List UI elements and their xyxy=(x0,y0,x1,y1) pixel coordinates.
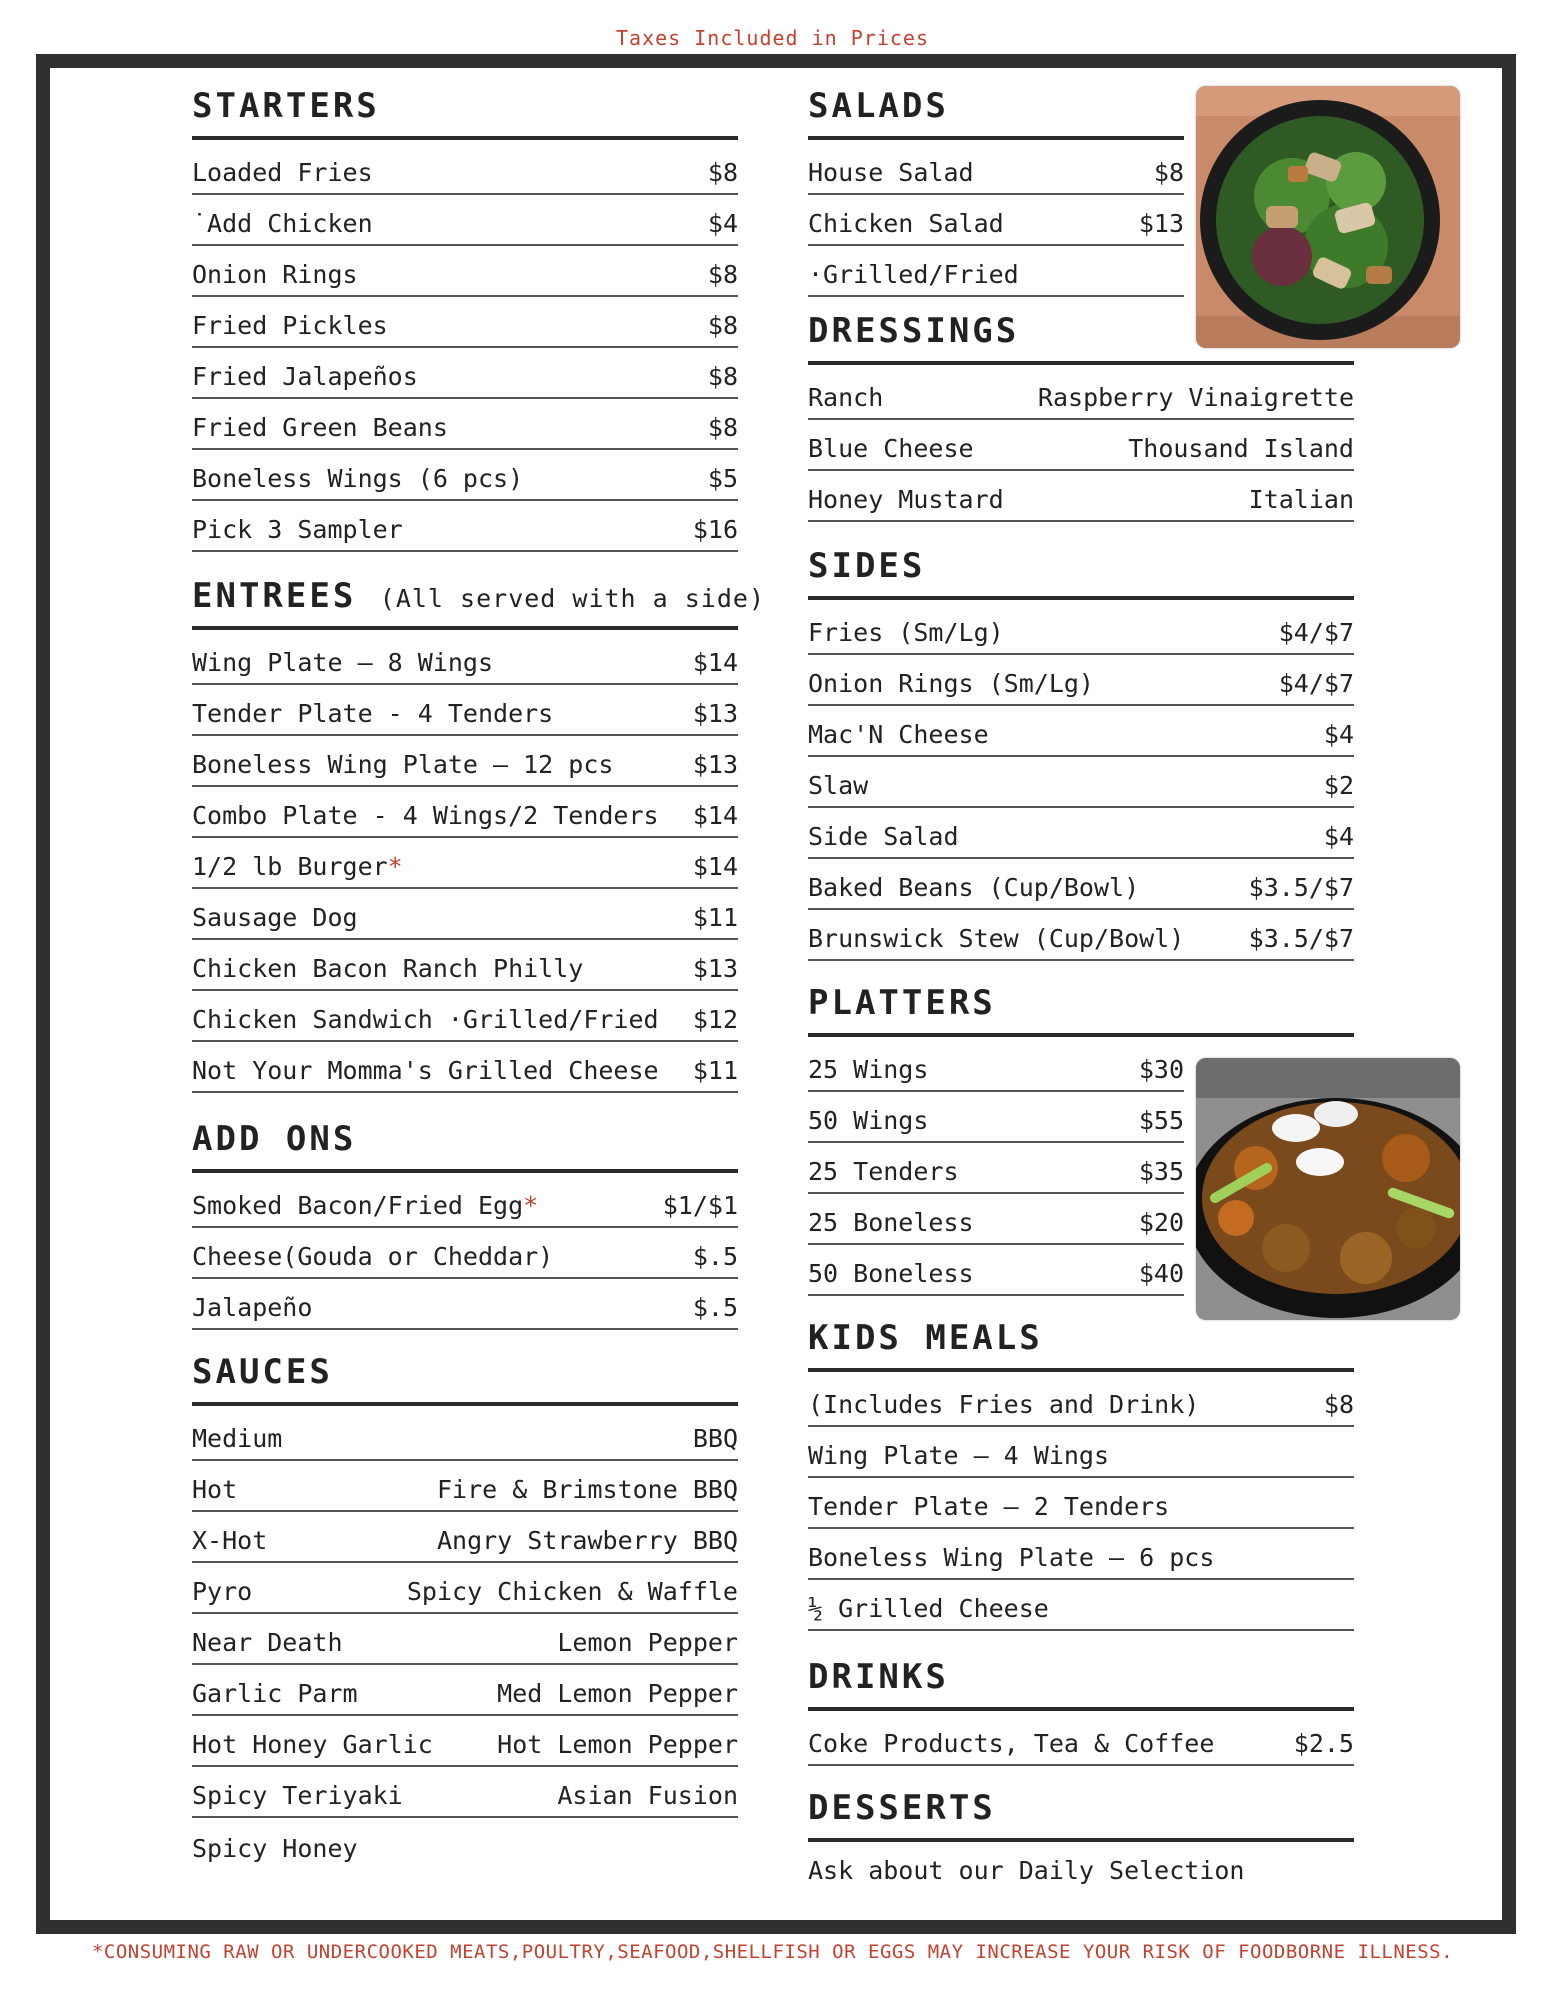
kids-meal-item-name: (Includes Fries and Drink) xyxy=(808,1390,1200,1419)
platter-item-name: 25 Boneless xyxy=(808,1208,974,1237)
kids-meal-item-name-wrap xyxy=(808,1492,1169,1521)
entree-item xyxy=(192,1042,738,1093)
drink-item-price: $2.5 xyxy=(1293,1729,1354,1758)
side-item-name: Onion Rings (Sm/Lg) xyxy=(808,669,1094,698)
kids-meal-item xyxy=(808,1478,1354,1529)
sauce-item xyxy=(192,1461,738,1512)
sauce-right: Angry Strawberry BBQ xyxy=(436,1526,738,1555)
entree-item-price: $12 xyxy=(692,1005,738,1034)
side-item-name: Side Salad xyxy=(808,822,959,851)
starter-item-price: $8 xyxy=(707,260,738,289)
starter-item-name-wrap xyxy=(192,209,373,238)
desserts-note: Ask about our Daily Selection xyxy=(808,1856,1245,1885)
entree-item-price: $13 xyxy=(692,699,738,728)
kids-meal-item-name: Tender Plate – 2 Tenders xyxy=(808,1492,1170,1521)
entree-item-name: 1/2 lb Burger xyxy=(192,852,388,881)
entree-item xyxy=(192,991,738,1042)
side-item-name: Baked Beans (Cup/Bowl) xyxy=(808,873,1140,902)
sauce-left: Garlic Parm xyxy=(192,1679,358,1708)
entree-item xyxy=(192,940,738,991)
starter-item-name-wrap xyxy=(192,413,448,442)
starter-item xyxy=(192,246,738,297)
entree-item-name-wrap xyxy=(192,1005,659,1034)
side-item-name: Brunswick Stew (Cup/Bowl) xyxy=(808,924,1185,953)
starter-item-name-wrap xyxy=(192,362,418,391)
entree-item-name: Boneless Wing Plate – 12 pcs xyxy=(192,750,614,779)
dressing-left: Honey Mustard xyxy=(808,485,1004,514)
sauce-left: Hot xyxy=(192,1475,238,1504)
side-item-price: $3.5/$7 xyxy=(1248,924,1354,953)
dressing-right: Italian xyxy=(1248,485,1354,514)
dressing-item xyxy=(808,471,1354,522)
entree-item-price: $11 xyxy=(692,903,738,932)
platter-item xyxy=(808,1245,1184,1296)
side-item-name-wrap xyxy=(808,720,989,749)
drinks-heading: DRINKS xyxy=(808,1657,1354,1711)
starter-item-price: $8 xyxy=(707,362,738,391)
desserts-section xyxy=(808,1788,1354,1885)
salad-image xyxy=(1196,86,1460,348)
right-column xyxy=(808,86,1354,1885)
kids-meal-item-name-wrap xyxy=(808,1390,1199,1419)
entree-item-name: Wing Plate – 8 Wings xyxy=(192,648,494,677)
starter-item-name-wrap xyxy=(192,515,403,544)
starters-heading: STARTERS xyxy=(192,86,738,140)
add-on-item-price: $.5 xyxy=(692,1242,738,1271)
entree-item-name-wrap xyxy=(192,1056,659,1085)
entrees-subtitle: (All served with a side) xyxy=(379,584,766,613)
starter-item-price: $16 xyxy=(692,515,738,544)
platter-item-name: 50 Boneless xyxy=(808,1259,974,1288)
dressing-right: Thousand Island xyxy=(1128,434,1354,463)
starter-item-price: $8 xyxy=(707,158,738,187)
platter-item-name: 25 Tenders xyxy=(808,1157,959,1186)
wings-platter-photo xyxy=(1196,1058,1460,1320)
entrees-title: ENTREES xyxy=(192,576,357,616)
starters-section xyxy=(192,86,738,552)
taxes-note: Taxes Included in Prices xyxy=(616,26,929,50)
salad-item-name: ·Grilled/Fried xyxy=(808,260,1019,289)
sauce-left: Medium xyxy=(192,1424,283,1453)
kids-meals-heading: KIDS MEALS xyxy=(808,1318,1354,1372)
desserts-heading: DESSERTS xyxy=(808,1788,1354,1842)
sauces-heading: SAUCES xyxy=(192,1352,738,1406)
sauce-left: Pyro xyxy=(192,1577,253,1606)
side-item-name: Mac'N Cheese xyxy=(808,720,989,749)
starter-item-price: $4 xyxy=(707,209,738,238)
side-item xyxy=(808,808,1354,859)
platter-item-price: $20 xyxy=(1138,1208,1184,1237)
starter-item-price: $5 xyxy=(707,464,738,493)
platter-item-price: $30 xyxy=(1138,1055,1184,1084)
salad-item-name-wrap xyxy=(808,260,1019,289)
drink-item-name-wrap xyxy=(808,1729,1214,1758)
starter-item xyxy=(192,450,738,501)
starter-item-name-wrap xyxy=(192,260,358,289)
dressings-heading: DRESSINGS xyxy=(808,311,1354,365)
side-item-price: $2 xyxy=(1323,771,1354,800)
platter-item-name: 50 Wings xyxy=(808,1106,929,1135)
wings-platter-image xyxy=(1196,1058,1460,1320)
kids-meal-item xyxy=(808,1376,1354,1427)
entree-item xyxy=(192,634,738,685)
left-column xyxy=(192,86,766,1869)
platter-item-name-wrap xyxy=(808,1106,928,1135)
starter-item-name: Boneless Wings (6 pcs) xyxy=(192,464,524,493)
kids-meal-item-name: Boneless Wing Plate – 6 pcs xyxy=(808,1543,1215,1572)
entree-item-price: $14 xyxy=(692,852,738,881)
kids-meal-item-price: $8 xyxy=(1323,1390,1354,1419)
drink-item-name: Coke Products, Tea & Coffee xyxy=(808,1729,1215,1758)
dressing-left: Ranch xyxy=(808,383,884,412)
entree-item-price: $14 xyxy=(692,801,738,830)
salad-item xyxy=(808,195,1184,246)
add-on-item xyxy=(192,1228,738,1279)
platter-item-name-wrap xyxy=(808,1259,974,1288)
starter-item-name-wrap xyxy=(192,158,373,187)
kids-meal-item xyxy=(808,1580,1354,1631)
kids-meal-item-name-wrap xyxy=(808,1594,1049,1623)
add-on-item-name: Jalapeño xyxy=(192,1293,313,1322)
platter-item-name: 25 Wings xyxy=(808,1055,929,1084)
dressing-item xyxy=(808,369,1354,420)
salad-item-name: Chicken Salad xyxy=(808,209,1004,238)
sauce-right: Spicy Chicken & Waffle xyxy=(406,1577,738,1606)
starter-item-price: $8 xyxy=(707,311,738,340)
kids-meal-item-name: Wing Plate – 4 Wings xyxy=(808,1441,1110,1470)
salad-item-name-wrap xyxy=(808,158,974,187)
starter-item-name: Fried Jalapeños xyxy=(192,362,418,391)
side-item-price: $4/$7 xyxy=(1278,669,1354,698)
sauce-item xyxy=(192,1410,738,1461)
entree-item-name-wrap xyxy=(192,750,613,779)
dressing-left: Blue Cheese xyxy=(808,434,974,463)
entree-item-name-wrap xyxy=(192,852,403,881)
salad-photo xyxy=(1196,86,1460,348)
starter-item-name: Fried Pickles xyxy=(192,311,388,340)
kids-meal-item xyxy=(808,1427,1354,1478)
entree-item-price: $14 xyxy=(692,648,738,677)
entree-item-name: Chicken Bacon Ranch Philly xyxy=(192,954,584,983)
sauce-item xyxy=(192,1767,738,1818)
starter-item-name: Onion Rings xyxy=(192,260,358,289)
add-on-item-name-wrap xyxy=(192,1293,312,1322)
drink-item xyxy=(808,1715,1354,1766)
starter-item xyxy=(192,195,738,246)
add-on-item-price: $1/$1 xyxy=(662,1191,738,1220)
platter-item-price: $35 xyxy=(1138,1157,1184,1186)
sauce-item xyxy=(192,1614,738,1665)
entree-item xyxy=(192,736,738,787)
kids-meal-item-name-wrap xyxy=(808,1543,1214,1572)
side-item-name-wrap xyxy=(808,618,1004,647)
entree-item-price: $11 xyxy=(692,1056,738,1085)
starter-item xyxy=(192,297,738,348)
salads-heading: SALADS xyxy=(808,86,1184,140)
drinks-section xyxy=(808,1657,1354,1766)
sauce-item xyxy=(192,1665,738,1716)
side-item xyxy=(808,859,1354,910)
entree-item-name-wrap xyxy=(192,801,659,830)
side-item xyxy=(808,910,1354,961)
side-item-name-wrap xyxy=(808,669,1094,698)
entree-item-name: Sausage Dog xyxy=(192,903,358,932)
add-ons-heading: ADD ONS xyxy=(192,1119,738,1173)
starter-item-name: Pick 3 Sampler xyxy=(192,515,403,544)
entree-item-name-wrap xyxy=(192,648,493,677)
add-on-item xyxy=(192,1279,738,1330)
entree-item xyxy=(192,787,738,838)
entree-item-name-wrap xyxy=(192,699,553,728)
salad-item-name: House Salad xyxy=(808,158,974,187)
starter-item-name: ˙Add Chicken xyxy=(192,209,373,238)
platter-item-price: $40 xyxy=(1138,1259,1184,1288)
starter-item-name: Fried Green Beans xyxy=(192,413,448,442)
entree-item-name-wrap xyxy=(192,903,358,932)
sauce-left: Spicy Teriyaki xyxy=(192,1781,403,1810)
starter-item-name: Loaded Fries xyxy=(192,158,373,187)
side-item-price: $4 xyxy=(1323,720,1354,749)
sauce-right: Med Lemon Pepper xyxy=(497,1679,738,1708)
sauce-right: Fire & Brimstone BBQ xyxy=(436,1475,738,1504)
salad-item-name-wrap xyxy=(808,209,1004,238)
sides-heading: SIDES xyxy=(808,546,1354,600)
side-item xyxy=(808,655,1354,706)
side-item xyxy=(808,604,1354,655)
add-ons-section xyxy=(192,1119,738,1330)
starter-item-price: $8 xyxy=(707,413,738,442)
side-item-name-wrap xyxy=(808,924,1184,953)
entree-item-price: $13 xyxy=(692,954,738,983)
sauce-right: Lemon Pepper xyxy=(557,1628,738,1657)
add-on-item-name: Smoked Bacon/Fried Egg xyxy=(192,1191,524,1220)
sauce-right: BBQ xyxy=(692,1424,738,1453)
add-on-item xyxy=(192,1177,738,1228)
food-safety-warning: *CONSUMING RAW OR UNDERCOOKED MEATS,POULTRY,SEAFOOD,SHELLFISH OR EGGS MAY INCREASE YOUR RISK OF FOODBORNE ILLNESS. xyxy=(91,1941,1454,1963)
salad-item xyxy=(808,246,1184,297)
sauce-right: Hot Lemon Pepper xyxy=(497,1730,738,1759)
starter-item xyxy=(192,144,738,195)
add-on-item-name: Cheese(Gouda or Cheddar) xyxy=(192,1242,554,1271)
raw-warning-marker: * xyxy=(523,1191,539,1220)
add-on-item-name-wrap xyxy=(192,1242,553,1271)
sides-section xyxy=(808,546,1354,961)
sauce-left: X-Hot xyxy=(192,1526,268,1555)
platter-item-name-wrap xyxy=(808,1055,928,1084)
platters-heading: PLATTERS xyxy=(808,983,1354,1037)
dressing-item xyxy=(808,420,1354,471)
raw-warning-marker: * xyxy=(387,852,403,881)
kids-meal-item-name-wrap xyxy=(808,1441,1109,1470)
salad-item-price: $8 xyxy=(1153,158,1184,187)
platter-item xyxy=(808,1143,1184,1194)
entrees-heading xyxy=(192,576,766,630)
side-item-name-wrap xyxy=(808,822,959,851)
entree-item xyxy=(192,838,738,889)
entree-item-name-wrap xyxy=(192,954,583,983)
salads-section xyxy=(808,86,1184,297)
entree-item-name: Tender Plate - 4 Tenders xyxy=(192,699,554,728)
starter-item-name-wrap xyxy=(192,311,388,340)
starter-item xyxy=(192,348,738,399)
kids-meals-section xyxy=(808,1318,1354,1631)
sauce-item xyxy=(192,1716,738,1767)
side-item-price: $3.5/$7 xyxy=(1248,873,1354,902)
platter-item xyxy=(808,1092,1184,1143)
entree-item-price: $13 xyxy=(692,750,738,779)
platter-item xyxy=(808,1194,1184,1245)
side-item-price: $4 xyxy=(1323,822,1354,851)
sauce-item xyxy=(192,1563,738,1614)
salad-item xyxy=(808,144,1184,195)
side-item-name-wrap xyxy=(808,873,1139,902)
sauce-left: Hot Honey Garlic xyxy=(192,1730,433,1759)
entree-item-name: Combo Plate - 4 Wings/2 Tenders xyxy=(192,801,659,830)
sauce-right: Asian Fusion xyxy=(557,1781,738,1810)
sauce-item xyxy=(192,1818,738,1869)
side-item-price: $4/$7 xyxy=(1278,618,1354,647)
platter-item-name-wrap xyxy=(808,1157,959,1186)
starter-item xyxy=(192,501,738,552)
add-on-item-name-wrap xyxy=(192,1191,538,1220)
entree-item-name: Chicken Sandwich ·Grilled/Fried xyxy=(192,1005,659,1034)
sauce-item xyxy=(192,1512,738,1563)
side-item xyxy=(808,706,1354,757)
entree-item xyxy=(192,685,738,736)
sauce-left: Near Death xyxy=(192,1628,343,1657)
platter-item-name-wrap xyxy=(808,1208,974,1237)
side-item-name-wrap xyxy=(808,771,868,800)
dressing-right: Raspberry Vinaigrette xyxy=(1037,383,1354,412)
starter-item xyxy=(192,399,738,450)
add-on-item-price: $.5 xyxy=(692,1293,738,1322)
entree-item xyxy=(192,889,738,940)
side-item-name: Fries (Sm/Lg) xyxy=(808,618,1004,647)
kids-meal-item-name: ½ Grilled Cheese xyxy=(808,1594,1049,1623)
side-item xyxy=(808,757,1354,808)
side-item-name: Slaw xyxy=(808,771,869,800)
sauces-section xyxy=(192,1352,738,1869)
entrees-section xyxy=(192,576,766,1093)
starter-item-name-wrap xyxy=(192,464,523,493)
platter-item xyxy=(808,1041,1184,1092)
sauce-left: Spicy Honey xyxy=(192,1834,358,1863)
kids-meal-item xyxy=(808,1529,1354,1580)
salad-item-price: $13 xyxy=(1138,209,1184,238)
platter-item-price: $55 xyxy=(1138,1106,1184,1135)
entree-item-name: Not Your Momma's Grilled Cheese xyxy=(192,1056,659,1085)
